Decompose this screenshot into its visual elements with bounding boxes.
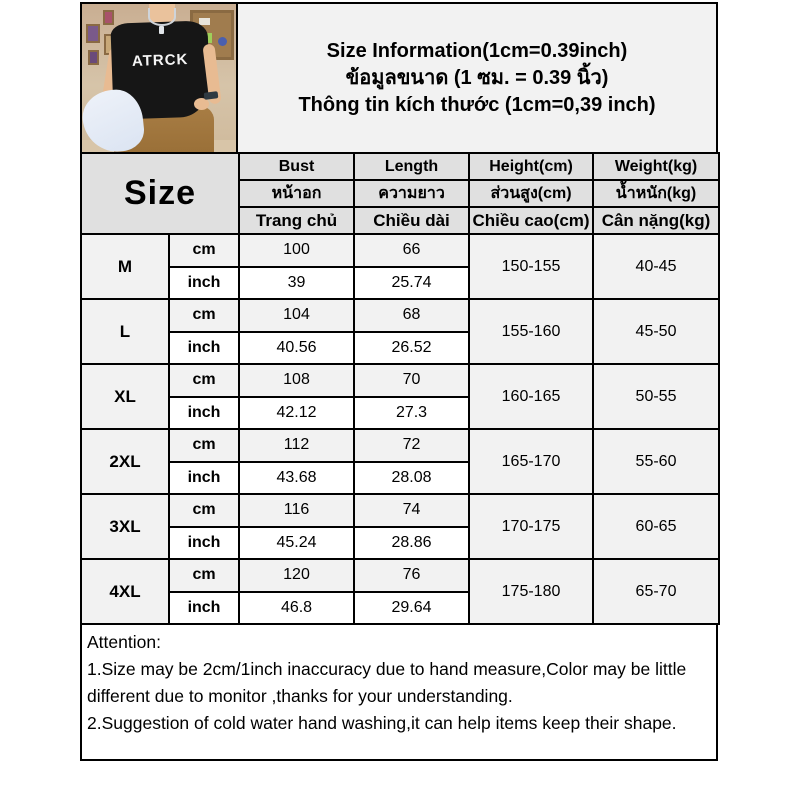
size-label-l: L	[81, 299, 169, 364]
weight-range: 60-65	[593, 494, 719, 559]
col-height-th: ส่วนสูง(cm)	[469, 180, 593, 207]
unit-inch: inch	[169, 267, 239, 300]
unit-cm: cm	[169, 234, 239, 267]
height-range: 155-160	[469, 299, 593, 364]
length-inch-value: 25.74	[354, 267, 469, 300]
unit-cm: cm	[169, 299, 239, 332]
length-cm-value: 74	[354, 494, 469, 527]
size-label-2xl: 2XL	[81, 429, 169, 494]
size-header-cell: Size	[81, 153, 239, 234]
bust-inch-value: 40.56	[239, 332, 354, 365]
size-label-m: M	[81, 234, 169, 299]
length-inch-value: 28.08	[354, 462, 469, 495]
height-range: 150-155	[469, 234, 593, 299]
paper-slip	[199, 18, 210, 25]
table-row	[81, 364, 719, 397]
necklace	[148, 8, 176, 26]
picture-frame	[103, 10, 114, 25]
bust-cm-value: 112	[239, 429, 354, 462]
hand	[194, 98, 209, 110]
length-inch-value: 28.86	[354, 527, 469, 560]
bust-cm-value: 100	[239, 234, 354, 267]
unit-cm: cm	[169, 429, 239, 462]
col-weight-vi: Cân nặng(kg)	[593, 207, 719, 234]
weight-range: 45-50	[593, 299, 719, 364]
col-bust-vi: Trang chủ	[239, 207, 354, 234]
col-weight-en: Weight(kg)	[593, 153, 719, 180]
length-cm-value: 72	[354, 429, 469, 462]
length-inch-value: 27.3	[354, 397, 469, 430]
table-row	[81, 234, 719, 267]
pin-dot	[218, 37, 227, 46]
bust-inch-value: 42.12	[239, 397, 354, 430]
tank-logo-text: ATRCK	[131, 51, 189, 70]
weight-range: 50-55	[593, 364, 719, 429]
attention-line-2: 2.Suggestion of cold water hand washing,it can help items keep their shape.	[87, 713, 677, 733]
size-label-3xl: 3XL	[81, 494, 169, 559]
bust-cm-value: 104	[239, 299, 354, 332]
bust-cm-value: 116	[239, 494, 354, 527]
unit-inch: inch	[169, 462, 239, 495]
bust-cm-value: 120	[239, 559, 354, 592]
height-range: 170-175	[469, 494, 593, 559]
length-cm-value: 66	[354, 234, 469, 267]
necklace-pendant	[159, 26, 164, 34]
table-row	[81, 299, 719, 332]
table-row	[81, 429, 719, 462]
length-cm-value: 70	[354, 364, 469, 397]
col-length-vi: Chiều dài	[354, 207, 469, 234]
product-photo	[80, 2, 238, 154]
size-label-4xl: 4XL	[81, 559, 169, 624]
bust-inch-value: 43.68	[239, 462, 354, 495]
table-row	[81, 559, 719, 592]
length-inch-value: 29.64	[354, 592, 469, 625]
weight-range: 40-45	[593, 234, 719, 299]
size-info-header	[238, 2, 718, 154]
col-bust-th: หน้าอก	[239, 180, 354, 207]
weight-range: 55-60	[593, 429, 719, 494]
table-row	[81, 494, 719, 527]
unit-inch: inch	[169, 527, 239, 560]
height-range: 165-170	[469, 429, 593, 494]
length-inch-value: 26.52	[354, 332, 469, 365]
unit-inch: inch	[169, 592, 239, 625]
picture-frame	[88, 50, 99, 65]
unit-cm: cm	[169, 559, 239, 592]
unit-cm: cm	[169, 494, 239, 527]
top-row	[80, 2, 718, 154]
title-english: Size Information(1cm=0.39inch)	[326, 39, 628, 62]
title-thai: ข้อมูลขนาด (1 ซม. = 0.39 นิ้ว)	[345, 66, 609, 89]
height-range: 160-165	[469, 364, 593, 429]
title-vietnamese: Thông tin kích thước (1cm=0,39 inch)	[298, 93, 656, 116]
length-cm-value: 68	[354, 299, 469, 332]
col-height-vi: Chiều cao(cm)	[469, 207, 593, 234]
bust-inch-value: 39	[239, 267, 354, 300]
col-length-th: ความยาว	[354, 180, 469, 207]
picture-frame	[86, 24, 100, 43]
length-cm-value: 76	[354, 559, 469, 592]
col-bust-en: Bust	[239, 153, 354, 180]
unit-inch: inch	[169, 332, 239, 365]
col-length-en: Length	[354, 153, 469, 180]
size-label-xl: XL	[81, 364, 169, 429]
unit-inch: inch	[169, 397, 239, 430]
col-weight-th: น้ำหนัก(kg)	[593, 180, 719, 207]
weight-range: 65-70	[593, 559, 719, 624]
size-table	[80, 152, 720, 625]
bust-cm-value: 108	[239, 364, 354, 397]
height-range: 175-180	[469, 559, 593, 624]
col-height-en: Height(cm)	[469, 153, 593, 180]
header-row-english	[81, 153, 719, 180]
size-chart-sheet	[80, 2, 718, 761]
attention-heading: Attention:	[87, 632, 161, 652]
attention-line-1: 1.Size may be 2cm/1inch inaccuracy due to hand measure,Color may be little different due to monitor ,thanks for your understanding.	[87, 659, 687, 706]
unit-cm: cm	[169, 364, 239, 397]
bust-inch-value: 45.24	[239, 527, 354, 560]
bust-inch-value: 46.8	[239, 592, 354, 625]
attention-note	[80, 623, 718, 761]
